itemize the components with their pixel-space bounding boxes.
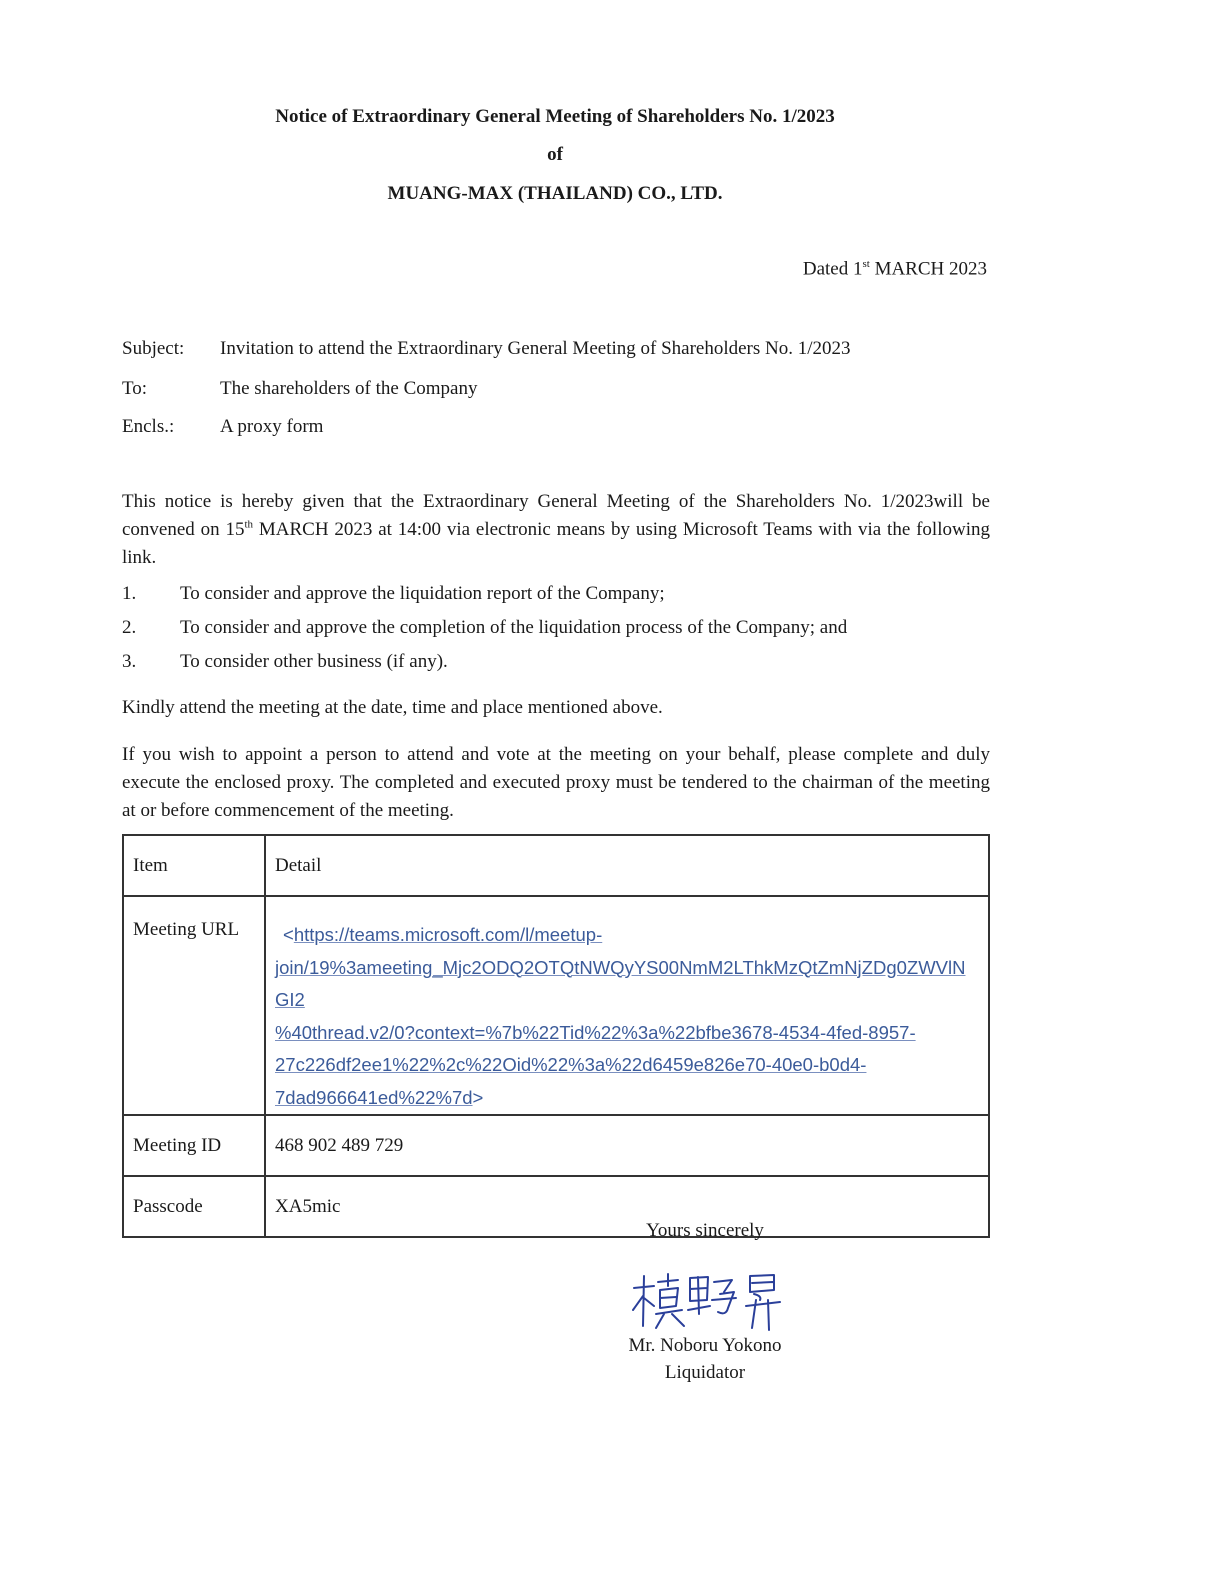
meta-value: Invitation to attend the Extraordinary General Meeting of Shareholders No. 1/2023 (220, 338, 851, 359)
meta-to (122, 378, 477, 400)
signatory-name: Mr. Noboru Yokono (628, 1335, 782, 1356)
signatory-role: Liquidator (664, 1362, 746, 1383)
company-name: MUANG-MAX (THAILAND) CO., LTD. (387, 183, 723, 204)
agenda-text: To consider other business (if any). (180, 651, 448, 672)
meta-label: To: (122, 378, 148, 399)
proxy-paragraph: If you wish to appoint a person to attend and vote at the meeting on your behalf, please complete and duly execute the enclosed proxy. The completed and executed proxy must be tendered to the chairman of the meeting at or before commencement of the meeting. (122, 744, 990, 821)
intro-ordinal: th (244, 518, 254, 531)
agenda-number: 2. (122, 617, 137, 638)
intro-text-rest: MARCH 2023 at 14:00 via electronic means by using Microsoft Teams with via the following link. (122, 519, 990, 568)
meeting-id-label: Meeting ID (123, 1115, 265, 1176)
url-close-bracket: > (472, 1086, 484, 1108)
attend-paragraph: Kindly attend the meeting at the date, time and place mentioned above. (122, 697, 663, 718)
url-line[interactable]: https://teams.microsoft.com/l/meetup- (293, 924, 603, 945)
date-ordinal: st (862, 258, 870, 270)
meeting-url-cell (265, 896, 989, 1115)
signature-image (628, 1270, 788, 1334)
header-item: Item (123, 835, 265, 896)
meeting-id-value: 468 902 489 729 (265, 1115, 989, 1176)
date-rest: MARCH 2023 (869, 258, 987, 280)
closing-sincerely: Yours sincerely (646, 1220, 764, 1241)
meta-label: Subject: (122, 338, 185, 359)
date-line (803, 258, 987, 280)
url-line[interactable]: 27c226df2ee1%22%2c%22Oid%22%3a%22d6459e826e70-40e0-b0d4- (275, 1054, 867, 1075)
agenda-text: To consider and approve the completion of the liquidation process of the Company; and (180, 617, 848, 638)
url-open-bracket: < (283, 924, 294, 945)
agenda-item (122, 583, 665, 605)
meta-value: A proxy form (220, 416, 324, 437)
header-detail: Detail (265, 835, 989, 896)
table-header-row (123, 835, 989, 896)
agenda-text: To consider and approve the liquidation report of the Company; (180, 583, 665, 604)
agenda-item (122, 617, 847, 639)
table-row (123, 896, 989, 1115)
table-row (123, 1115, 989, 1176)
date-prefix: Dated 1 (802, 258, 863, 280)
agenda-item (122, 651, 448, 673)
meta-label: Encls.: (122, 416, 175, 437)
agenda-number: 3. (122, 651, 137, 672)
meeting-url-label: Meeting URL (123, 896, 265, 1115)
meta-value: The shareholders of the Company (220, 378, 478, 399)
intro-paragraph (122, 488, 990, 572)
meeting-url-link[interactable] (275, 919, 979, 1114)
notice-title-of: of (547, 144, 563, 165)
passcode-value: XA5mic (265, 1176, 989, 1237)
meta-subject (122, 338, 851, 360)
passcode-label: Passcode (123, 1176, 265, 1237)
agenda-number: 1. (122, 583, 137, 604)
table-row (123, 1176, 989, 1237)
url-line[interactable]: join/19%3ameeting_Mjc2ODQ2OTQtNWQyYS00NmM2LThkMzQtZmNjZDg0ZWVlNGI2 (275, 956, 966, 1010)
notice-title: Notice of Extraordinary General Meeting of Shareholders No. 1/2023 (275, 106, 835, 127)
intro-text: This notice is hereby given that the Extraordinary General Meeting of the Shareholders No. 1/2023will be convened on 15 (122, 491, 990, 540)
meta-enclosures (122, 416, 323, 438)
url-line[interactable]: 7dad966641ed%22%7d (275, 1086, 473, 1108)
url-line[interactable]: %40thread.v2/0?context=%7b%22Tid%22%3a%22bfbe3678-4534-4fed-8957- (275, 1021, 916, 1043)
meeting-details-table (122, 834, 990, 1238)
